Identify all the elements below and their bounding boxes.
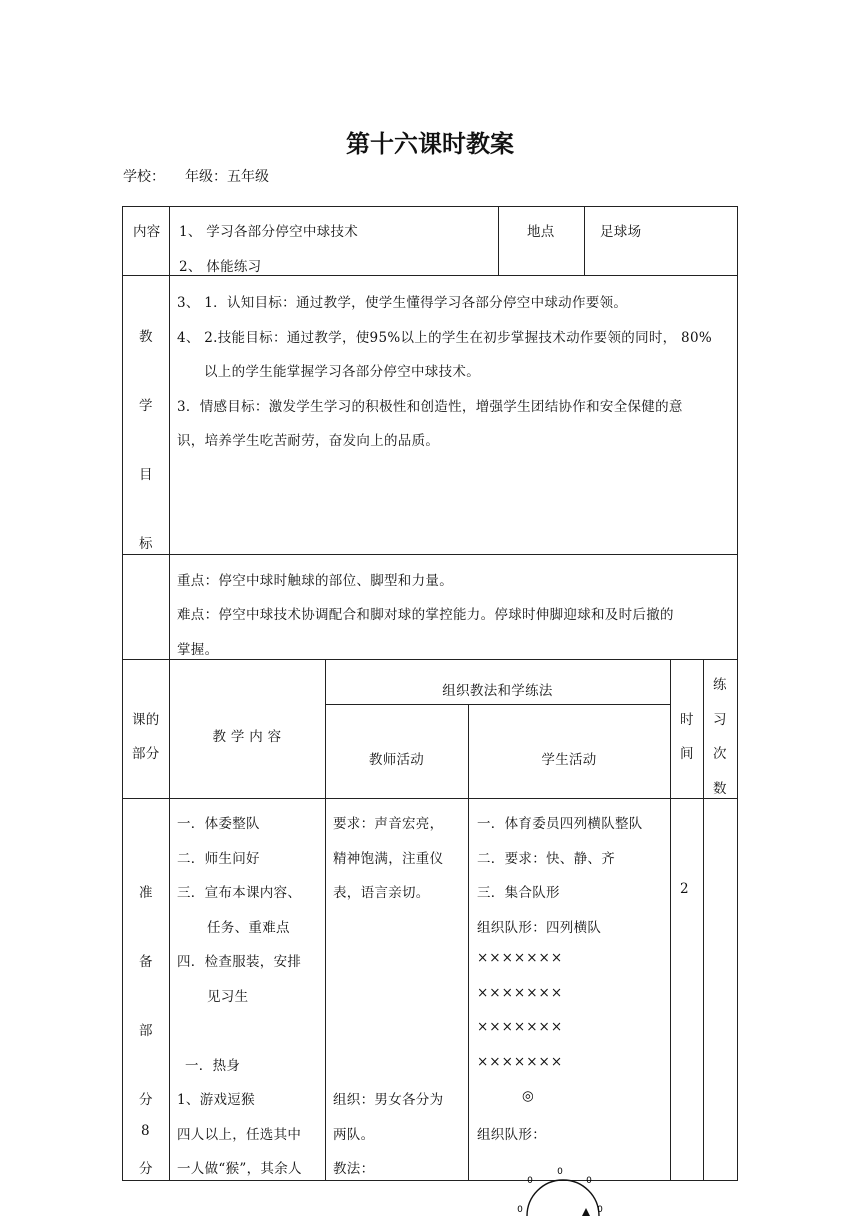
prep-content-line: 二．师生问好 (177, 851, 260, 867)
prep-label-char: 部 (139, 1023, 153, 1039)
header-reps-char: 练 (713, 677, 727, 693)
content-item-1: 1、 学习各部分停空中球技术 (179, 224, 359, 240)
diagram-mark: 0 (586, 1176, 592, 1186)
prep-content-line: 四．检查服装，安排 (177, 954, 302, 970)
key-point-line: 重点：停空中球时触球的部位、脚型和力量。 (177, 573, 453, 589)
prep-label-char: 备 (139, 954, 153, 970)
objective-line: 识，培养学生吃苦耐劳，奋发向上的品质。 (177, 433, 440, 449)
formation-row: ××××××× (477, 1054, 564, 1070)
school-label: 学校： (123, 169, 165, 185)
prep-content-line: 一．体委整队 (177, 816, 260, 832)
header-part-line2: 部分 (132, 746, 160, 762)
page-title: 第十六课时教案 (346, 130, 514, 158)
header-reps-char: 次 (713, 746, 727, 762)
teacher-line: 组织：男女各分为 (333, 1092, 444, 1108)
objective-line: 以上的学生能掌握学习各部分停空中球技术。 (204, 364, 480, 380)
prep-label-char: 8 (141, 1123, 150, 1139)
location-value: 足球场 (600, 224, 642, 240)
objectives-label-char: 标 (139, 536, 153, 552)
header-time-char: 间 (680, 746, 694, 762)
arrow-up-icon (582, 1208, 590, 1216)
student-line: 一．体育委员四列横队整队 (477, 816, 643, 832)
teacher-line: 教法： (333, 1161, 375, 1177)
content-label: 内容 (133, 224, 161, 240)
header-teacher: 教师活动 (368, 752, 425, 768)
prep-content-line: 四人以上，任选其中 (177, 1127, 302, 1143)
teacher-line: 表，语言亲切。 (333, 885, 430, 901)
header-part-line1: 课的 (132, 712, 160, 728)
teacher-line: 要求：声音宏亮， (333, 816, 444, 832)
prep-content-line: 任务、重难点 (207, 920, 290, 936)
formation-row: ××××××× (477, 985, 564, 1001)
circle-formation-diagram (500, 1160, 620, 1216)
prep-content-line: 一人做“猴”，其余人 (177, 1161, 302, 1177)
formation-row: ××××××× (477, 1019, 564, 1035)
prep-content-line: 三．宣布本课内容、 (177, 885, 302, 901)
objectives-label-char: 学 (139, 398, 153, 414)
grade-label: 年级：五年级 (185, 169, 269, 185)
teacher-line: 两队。 (333, 1127, 375, 1143)
content-item-2: 2、 体能练习 (179, 259, 262, 275)
diagram-mark: 0 (557, 1167, 563, 1177)
key-point-line: 难点：停空中球技术协调配合和脚对球的掌控能力。停球时伸脚迎球和及时后撤的 (177, 607, 674, 623)
diagram-mark: 0 (527, 1176, 533, 1186)
header-content: 教 学 内 容 (212, 729, 282, 745)
student-line: 组织队形： (477, 1127, 546, 1143)
prep-label-char: 分 (139, 1092, 153, 1108)
objective-line: 3、 1．认知目标：通过教学，使学生懂得学习各部分停空中球动作要领。 (177, 295, 628, 311)
diagram-mark: 0 (597, 1205, 603, 1215)
diagram-mark: 0 (517, 1205, 523, 1215)
formation-row: ××××××× (477, 950, 564, 966)
student-line: 三．集合队形 (477, 885, 560, 901)
header-time-char: 时 (680, 712, 694, 728)
prep-label-char: 准 (139, 885, 153, 901)
teacher-line: 精神饱满，注重仪 (333, 851, 444, 867)
teacher-position-icon: ◎ (522, 1088, 535, 1104)
objective-line: 3．情感目标：激发学生学习的积极性和创造性，增强学生团结协作和安全保健的意 (177, 399, 683, 415)
prep-time: 2 (680, 881, 689, 897)
student-line: 二．要求：快、静、齐 (477, 851, 615, 867)
objective-line: 4、 2.技能目标：通过教学，使95%以上的学生在初步掌握技术动作要领的同时， 80% (177, 330, 712, 346)
header-reps-char: 数 (713, 781, 727, 797)
objectives-label-char: 目 (139, 467, 153, 483)
prep-label-char: 分 (139, 1161, 153, 1177)
prep-content-line: 见习生 (207, 989, 249, 1005)
objectives-label-char: 教 (139, 329, 153, 345)
header-student: 学生活动 (541, 752, 597, 768)
header-methods: 组织教法和学练法 (442, 683, 553, 699)
student-line: 组织队形：四列横队 (477, 920, 602, 936)
header-reps-char: 习 (713, 712, 727, 728)
prep-content-line: 一．热身 (185, 1058, 241, 1074)
prep-content-line: 1、游戏逗猴 (177, 1092, 255, 1108)
key-point-line: 掌握。 (177, 642, 219, 658)
location-label: 地点 (527, 224, 555, 240)
